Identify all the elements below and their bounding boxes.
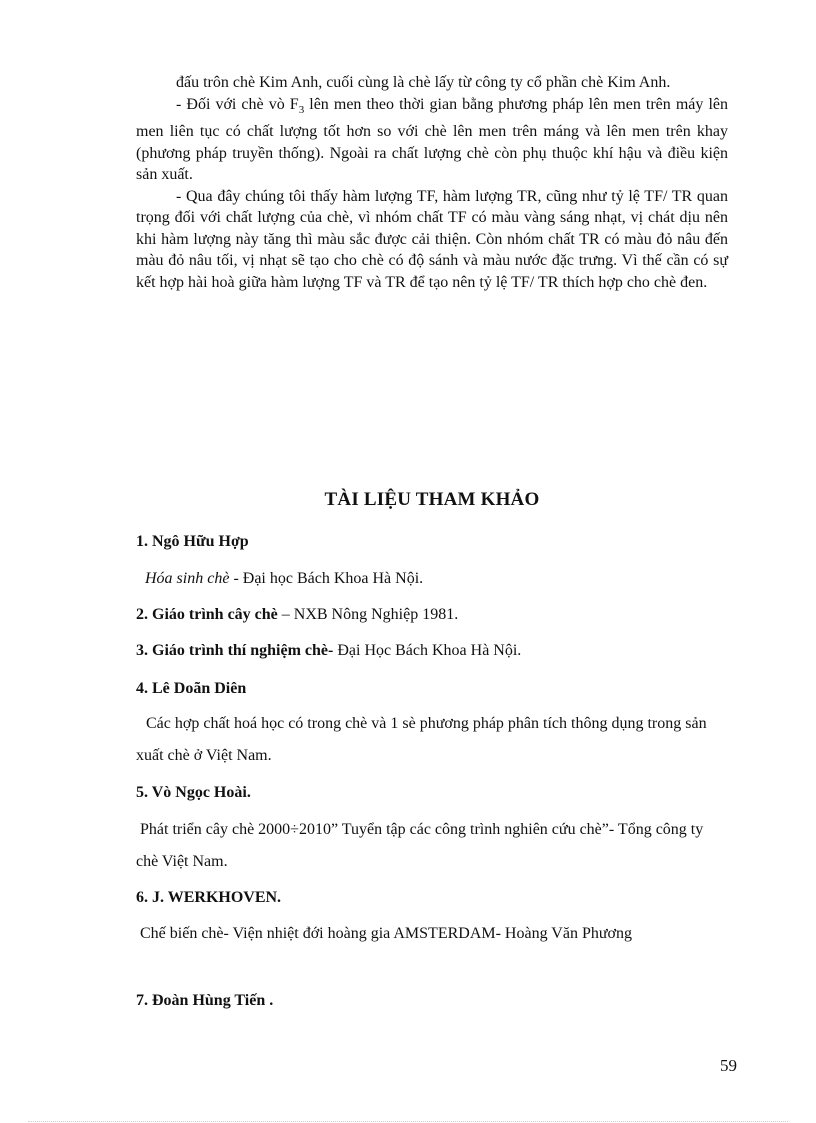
reference-4-detail [136,708,728,772]
reference-6-author: 6. J. WERKHOVEN. [136,889,282,906]
reference-6-text: Chế biến chè- Viện nhiệt đới hoàng gia AMSTERDAM- Hoàng Văn Phương [140,925,632,942]
reference-1-heading [136,532,728,552]
page-number: 59 [720,1056,737,1075]
reference-3-title: 3. Giáo trình thí nghiệm chè- [136,642,334,659]
reference-1-publisher: - Đại học Bách Khoa Hà Nội. [229,570,424,587]
reference-1-detail [145,569,737,589]
reference-5-author: 5. Vò Ngọc Hoài. [136,784,251,801]
references-title: TÀI LIỆU THAM KHẢO [324,489,540,510]
reference-1-title: Hóa sinh chè [145,570,230,587]
reference-7-author: 7. Đoàn Hùng Tiến . [136,992,274,1009]
reference-5-heading [136,783,728,803]
reference-4-heading [136,679,728,699]
body-text [136,72,728,293]
reference-5-text: Phát triển cây chè 2000÷2010” Tuyển tập các công trình nghiên cứu chè”- Tổng công ty chè Việt Nam. [136,821,704,870]
paragraph-3: - Qua đây chúng tôi thấy hàm lượng TF, hàm lượng TR, cũng như tỷ lệ TF/ TR quan trọng đối với chất lượng của chè, vì nhóm chất TF có màu vàng sáng nhạt, vị chát dịu nên khi hàm lượng này tăng thì màu sắc được cải thiện. Còn nhóm chất TR có màu đỏ nâu đến màu đỏ nâu tối, vị nhạt sẽ tạo cho chè có độ sánh và màu nước đặc trưng. Vì thế cần có sự kết hợp hài hoà giữa hàm lượng TF và TR để tạo nên tỷ lệ TF/ TR thích hợp cho chè đen. [136,187,728,291]
reference-2-title: 2. Giáo trình cây chè [136,606,278,623]
reference-7-heading [136,991,728,1011]
reference-6-detail [136,918,728,950]
paragraph-1: đấu trôn chè Kim Anh, cuối cùng là chè lấy từ công ty cổ phần chè Kim Anh. [176,74,671,91]
reference-2-publisher: – NXB Nông Nghiệp 1981. [277,606,459,623]
paragraph-2-start: - Đối với chè vò F [176,95,299,113]
reference-3-publisher: Đại Học Bách Khoa Hà Nội. [333,642,522,659]
page-bottom-divider [28,1121,788,1122]
reference-2 [136,605,728,625]
reference-6-heading [136,888,728,908]
reference-3 [136,641,728,661]
reference-4-text: Các hợp chất hoá học có trong chè và 1 sè phương pháp phân tích thông dụng trong sản xuất chè ở Việt Nam. [136,715,707,764]
f3-subscript: 3 [298,103,305,116]
reference-1-author: 1. Ngô Hữu Hợp [136,533,249,550]
reference-5-detail [136,814,728,878]
paragraph-2-end: lên men theo thời gian bằng phương pháp lên men trên máy lên men liên tục có chất lượng tốt hơn so với chè lên men trên máng và lên men trên khay (phương pháp truyền thống). Ngoài ra chất lượng chè còn phụ thuộc khí hậu và điều kiện sản xuất. [136,95,729,184]
reference-4-author: 4. Lê Doãn Diên [136,680,247,697]
paragraph-2 [136,94,728,186]
